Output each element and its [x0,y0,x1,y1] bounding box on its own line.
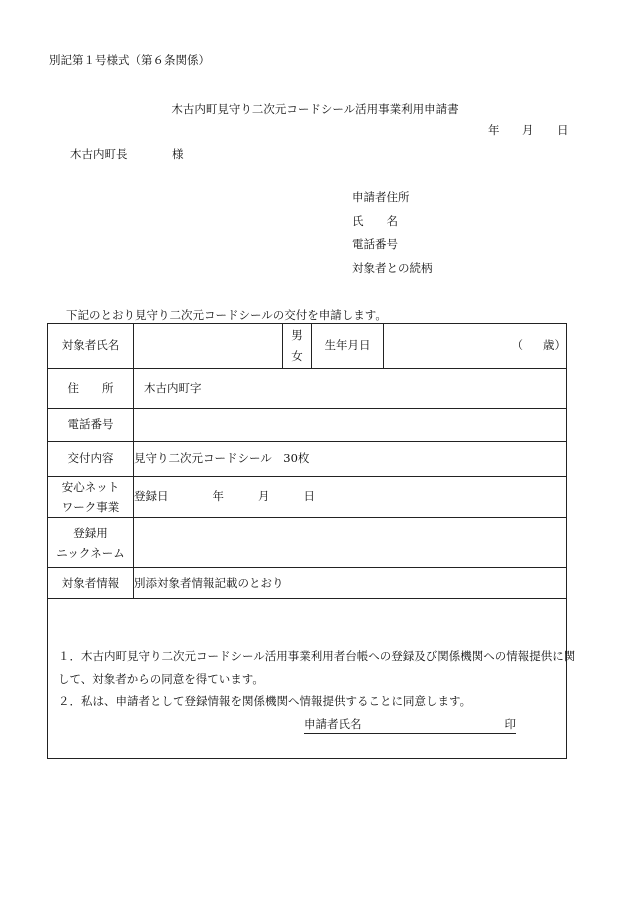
sex-selector[interactable] [283,324,312,369]
application-form-table [47,323,576,759]
nickname-label-line1: 登録用 [73,525,108,540]
document-title: 木古内町見守り二次元コードシール活用事業利用申請書 [171,102,459,116]
signature-label: 申請者氏名 [304,717,362,732]
sex-male-option[interactable]: 男 [291,327,303,342]
addressee-name: 木古内町長 [70,147,128,161]
applicant-address-label: 申請者住所 [352,190,410,204]
consent-section [48,599,576,759]
nickname-label [48,518,134,568]
delivery-value: 見守り二次元コードシール 30枚 [134,442,567,477]
network-label-line1: 安心ネット [61,480,120,494]
network-label [48,477,134,518]
consent-item-1: １．木古内町見守り二次元コードシール活用事業利用者台帳への登録及び関係機関への情報提供に関 [58,649,576,664]
address-label: 住 所 [48,369,134,409]
address-field[interactable] [134,369,567,409]
signature-line[interactable] [304,716,516,734]
registration-day-label: 日 [303,489,315,504]
address-value: 木古内町字 [144,380,202,395]
birth-date-field[interactable] [384,324,567,369]
intro-text: 下記のとおり見守り二次元コードシールの交付を申請します。 [66,308,387,322]
registration-date-label: 登録日 [134,489,169,504]
table-row-nickname [48,518,567,568]
applicant-relation-label: 対象者との続柄 [352,261,433,275]
registration-date-field[interactable] [134,477,567,518]
nickname-field[interactable] [134,518,567,568]
phone-label: 電話番号 [48,409,134,442]
applicant-phone-label: 電話番号 [352,237,398,251]
consent-item-1-cont: して、対象者からの同意を得ています。 [58,671,264,686]
seal-mark: 印 [504,717,516,732]
age-unit: 歳） [543,338,566,353]
table-row-info [48,568,567,599]
sex-female-option[interactable]: 女 [291,349,303,363]
age-open-paren: （ [511,338,523,353]
target-info-value: 別添対象者情報記載のとおり [134,568,567,599]
nickname-label-line2: ニックネーム [56,545,125,560]
table-row-delivery [48,442,567,477]
registration-year-label: 年 [212,489,224,504]
table-row-consent [48,599,567,759]
target-name-field[interactable] [134,324,283,369]
date-month-label: 月 [522,123,534,137]
phone-field[interactable] [134,409,567,442]
form-code: 別記第１号様式（第６条関係） [49,53,210,67]
table-row-name [48,324,567,369]
addressee-suffix: 様 [172,147,184,161]
consent-item-2: ２．私は、申請者として登録情報を関係機関へ情報提供することに同意します。 [58,693,472,708]
table-row-phone [48,409,567,442]
date-day-label: 日 [557,123,569,137]
table-row-network [48,477,567,518]
delivery-label: 交付内容 [48,442,134,477]
network-label-line2: ワーク事業 [61,500,120,515]
date-year-label: 年 [488,123,500,137]
target-name-label: 対象者氏名 [48,324,134,369]
table-row-address [48,369,567,409]
registration-month-label: 月 [258,489,270,504]
birth-date-label: 生年月日 [312,324,384,369]
applicant-name-label: 氏 名 [352,214,398,228]
target-info-label: 対象者情報 [48,568,134,599]
